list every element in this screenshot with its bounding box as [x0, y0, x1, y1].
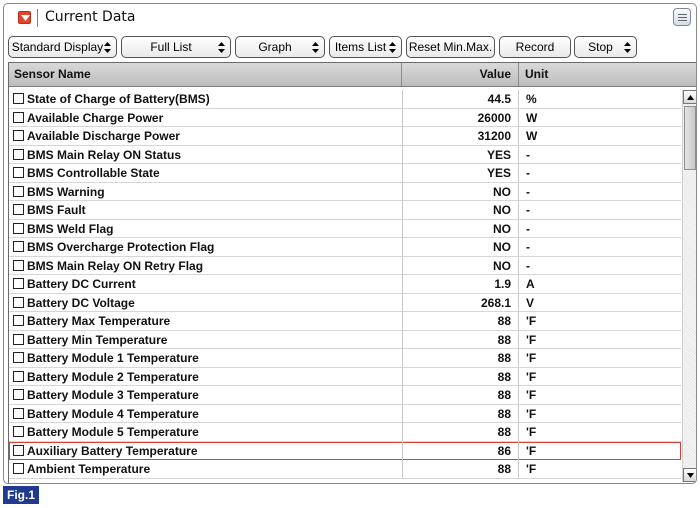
unit-cell: -	[526, 221, 530, 236]
sensor-name-cell	[13, 423, 403, 441]
table-row[interactable]	[9, 405, 681, 424]
value-cell: 88	[402, 460, 519, 478]
row-checkbox[interactable]	[13, 334, 24, 345]
full-list-select[interactable]	[121, 36, 231, 58]
graph-select[interactable]	[235, 36, 325, 58]
row-checkbox[interactable]	[13, 223, 24, 234]
sensor-name: BMS Weld Flag	[27, 221, 114, 236]
record-label: Record	[515, 40, 555, 54]
sensor-data-table	[8, 62, 697, 484]
table-row[interactable]	[9, 257, 681, 276]
value-cell: 88	[402, 312, 519, 330]
sensor-name-cell	[13, 349, 403, 367]
value-cell: 88	[402, 423, 519, 441]
sensor-name-cell	[13, 220, 403, 238]
sensor-name: BMS Fault	[27, 203, 86, 217]
unit-cell: %	[526, 92, 537, 106]
updown-arrow-icon	[104, 42, 111, 53]
sensor-name: BMS Main Relay ON Retry Flag	[27, 258, 204, 273]
unit-cell: -	[526, 240, 530, 254]
unit-cell: 'F	[526, 406, 537, 421]
table-row[interactable]	[9, 386, 681, 405]
updown-arrow-icon	[389, 42, 396, 53]
column-header-value[interactable]: Value	[402, 63, 519, 86]
title-separator	[37, 9, 38, 27]
scrollbar-thumb[interactable]	[684, 106, 696, 170]
table-row[interactable]	[9, 201, 681, 220]
stop-label: Stop	[588, 40, 613, 54]
graph-label: Graph	[258, 40, 292, 54]
sensor-name-cell	[13, 294, 403, 312]
unit-cell: -	[526, 147, 530, 162]
standard-display-select[interactable]	[8, 36, 117, 58]
reset-min-max-button[interactable]	[406, 36, 495, 58]
row-checkbox[interactable]	[13, 297, 24, 308]
value-cell: 88	[402, 331, 519, 349]
updown-arrow-icon	[312, 42, 319, 53]
table-row[interactable]	[9, 127, 681, 146]
scroll-down-icon[interactable]	[683, 468, 697, 482]
row-checkbox[interactable]	[13, 389, 24, 400]
value-cell: YES	[402, 164, 519, 182]
value-cell: 88	[402, 349, 519, 367]
row-checkbox[interactable]	[13, 149, 24, 160]
column-header-sensor-name[interactable]: Sensor Name	[9, 63, 402, 86]
sensor-name: BMS Warning	[27, 184, 105, 199]
updown-arrow-icon	[218, 42, 225, 53]
value-cell: NO	[402, 220, 519, 238]
reset-min-max-label: Reset Min.Max.	[408, 40, 493, 54]
table-row[interactable]	[9, 331, 681, 350]
unit-cell: 'F	[526, 462, 537, 476]
value-cell: NO	[402, 183, 519, 201]
figure-label: Fig.1	[3, 486, 39, 504]
unit-cell: 'F	[526, 351, 537, 365]
sensor-name-cell	[13, 146, 403, 164]
sensor-name: Battery Max Temperature	[27, 314, 171, 328]
sensor-name-cell	[13, 238, 403, 256]
row-checkbox[interactable]	[13, 112, 24, 123]
table-body	[9, 90, 681, 479]
table-row[interactable]	[9, 460, 681, 479]
sensor-name-cell	[13, 127, 403, 145]
unit-cell: -	[526, 166, 530, 180]
sensor-name: Battery DC Voltage	[27, 295, 135, 310]
table-row[interactable]	[9, 90, 681, 109]
table-row[interactable]	[9, 275, 681, 294]
items-list-label: Items List	[334, 40, 387, 54]
sensor-name-cell	[13, 183, 403, 201]
sensor-name-cell	[13, 257, 403, 275]
table-row[interactable]	[9, 183, 681, 202]
unit-cell: 'F	[526, 443, 537, 458]
unit-cell: 'F	[526, 388, 537, 402]
unit-cell: A	[526, 277, 535, 291]
sensor-name: Auxiliary Battery Temperature	[27, 443, 198, 458]
value-cell: 86	[402, 442, 519, 460]
sensor-name: Battery Min Temperature	[27, 332, 168, 347]
sensor-name: State of Charge of Battery(BMS)	[27, 92, 210, 106]
full-list-label: Full List	[150, 40, 192, 54]
table-row[interactable]	[9, 146, 681, 165]
value-cell: 88	[402, 386, 519, 404]
table-row[interactable]	[9, 442, 681, 461]
sensor-name-cell	[13, 368, 403, 386]
value-cell: 268.1	[402, 294, 519, 312]
sensor-name: Battery Module 1 Temperature	[27, 351, 199, 365]
value-cell: YES	[402, 146, 519, 164]
sensor-name-cell	[13, 405, 403, 423]
row-checkbox[interactable]	[13, 352, 24, 363]
sensor-name-cell	[13, 164, 403, 182]
table-row[interactable]	[9, 164, 681, 183]
unit-cell: -	[526, 258, 530, 273]
unit-cell: -	[526, 203, 530, 217]
unit-cell: 'F	[526, 425, 537, 439]
updown-arrow-icon	[624, 42, 631, 53]
sensor-name: Battery Module 4 Temperature	[27, 406, 199, 421]
menu-icon[interactable]	[673, 8, 691, 26]
unit-cell: W	[526, 110, 538, 125]
sensor-name: Ambient Temperature	[27, 462, 151, 476]
row-checkbox[interactable]	[13, 463, 24, 474]
table-row[interactable]	[9, 349, 681, 368]
table-row[interactable]	[9, 238, 681, 257]
value-cell: 88	[402, 405, 519, 423]
sensor-name: BMS Controllable State	[27, 166, 160, 180]
value-cell: 31200	[402, 127, 519, 145]
row-checkbox[interactable]	[13, 408, 24, 419]
table-row[interactable]	[9, 294, 681, 313]
sensor-name: Battery Module 5 Temperature	[27, 425, 199, 439]
sensor-name-cell	[13, 90, 403, 108]
sensor-name-cell	[13, 331, 403, 349]
table-header	[9, 63, 697, 87]
value-cell: 26000	[402, 109, 519, 127]
items-list-select[interactable]	[329, 36, 402, 58]
window-title: Current Data	[45, 9, 136, 25]
title-bar	[4, 4, 696, 32]
unit-cell: 'F	[526, 314, 537, 328]
row-checkbox[interactable]	[13, 315, 24, 326]
unit-cell: -	[526, 184, 530, 199]
sensor-name-cell	[13, 312, 403, 330]
stop-select[interactable]	[574, 36, 637, 58]
column-header-unit[interactable]: Unit	[525, 67, 549, 81]
table-row[interactable]	[9, 368, 681, 387]
sensor-name: Battery Module 3 Temperature	[27, 388, 199, 402]
sensor-name: Available Discharge Power	[27, 129, 180, 143]
sensor-name: Battery DC Current	[27, 277, 136, 291]
row-checkbox[interactable]	[13, 278, 24, 289]
value-cell: NO	[402, 238, 519, 256]
value-cell: 1.9	[402, 275, 519, 293]
row-checkbox[interactable]	[13, 426, 24, 437]
value-cell: 88	[402, 368, 519, 386]
collapse-icon[interactable]	[18, 11, 31, 24]
standard-display-label: Standard Display	[11, 40, 104, 54]
value-cell: 44.5	[402, 90, 519, 108]
row-checkbox[interactable]	[13, 445, 24, 456]
vertical-scrollbar[interactable]	[682, 90, 697, 482]
row-checkbox[interactable]	[13, 204, 24, 215]
row-checkbox[interactable]	[13, 241, 24, 252]
table-row[interactable]	[9, 109, 681, 128]
value-cell: NO	[402, 201, 519, 219]
table-row[interactable]	[9, 220, 681, 239]
sensor-name-cell	[13, 109, 403, 127]
value-cell: NO	[402, 257, 519, 275]
unit-cell: W	[526, 129, 538, 143]
sensor-name: BMS Overcharge Protection Flag	[27, 240, 215, 254]
row-checkbox[interactable]	[13, 93, 24, 104]
table-row[interactable]	[9, 312, 681, 331]
table-row[interactable]	[9, 423, 681, 442]
sensor-name-cell	[13, 275, 403, 293]
sensor-name-cell	[13, 460, 403, 478]
current-data-window	[3, 3, 697, 484]
sensor-name: Available Charge Power	[27, 110, 164, 125]
record-button[interactable]	[499, 36, 571, 58]
sensor-name-cell	[13, 442, 403, 460]
row-checkbox[interactable]	[13, 371, 24, 382]
sensor-name: Battery Module 2 Temperature	[27, 369, 199, 384]
sensor-name-cell	[13, 386, 403, 404]
row-checkbox[interactable]	[13, 260, 24, 271]
row-checkbox[interactable]	[13, 167, 24, 178]
unit-cell: 'F	[526, 369, 537, 384]
sensor-name: BMS Main Relay ON Status	[27, 147, 182, 162]
unit-cell: 'F	[526, 332, 537, 347]
row-checkbox[interactable]	[13, 130, 24, 141]
row-checkbox[interactable]	[13, 186, 24, 197]
scroll-up-icon[interactable]	[683, 90, 697, 104]
unit-cell: V	[526, 295, 535, 310]
sensor-name-cell	[13, 201, 403, 219]
